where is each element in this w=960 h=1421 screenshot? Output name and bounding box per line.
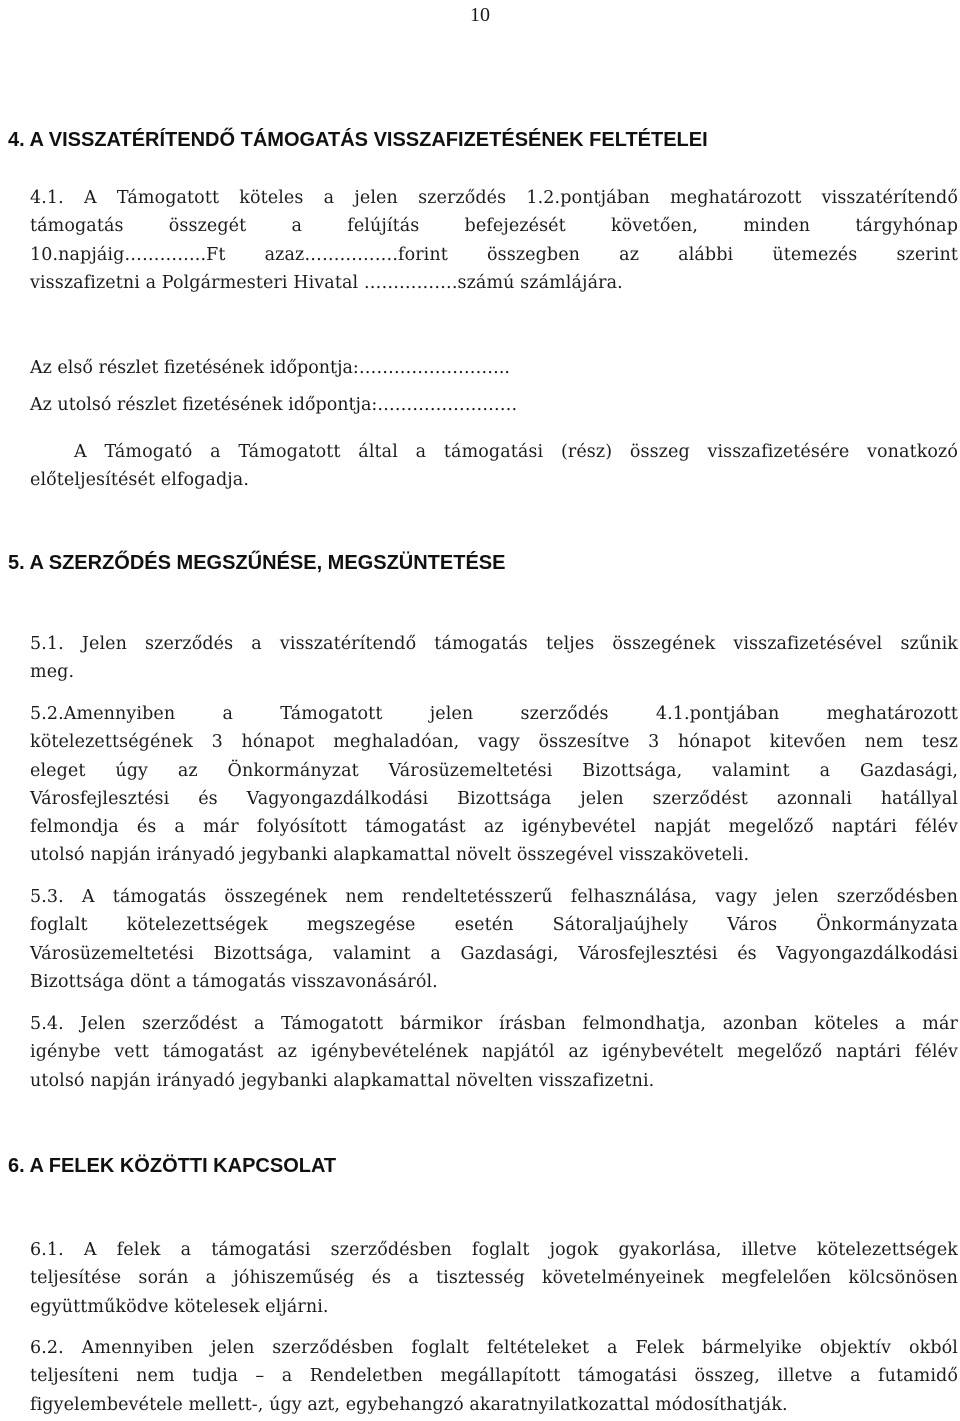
paragraph-line: Városfejlesztési és Vagyongazdálkodási Bizottsága jelen szerződést azonnali hatállyal	[30, 788, 958, 809]
paragraph-5-4	[30, 1010, 958, 1095]
paragraph-5-1	[30, 630, 958, 687]
paragraph-line: igénybe vett támogatást az igénybevételének napjától az igénybevételt megelőző naptári félév	[30, 1042, 958, 1063]
paragraph-line: visszafizetni a Polgármesteri Hivatal …………….számú számlájára.	[30, 272, 623, 293]
paragraph-line: 5.3. A támogatás összegének nem rendeltetésszerű felhasználása, vagy jelen szerződésben	[30, 887, 958, 907]
paragraph-line: utolsó napján irányadó jegybanki alapkamattal növelten visszafizetni.	[30, 1070, 655, 1091]
paragraph-line: együttműködve kötelesek eljárni.	[30, 1296, 329, 1317]
section-6-heading: 6. A FELEK KÖZÖTTI KAPCSOLAT	[8, 1155, 337, 1177]
section-4-heading: 4. A VISSZATÉRÍTENDŐ TÁMOGATÁS VISSZAFIZETÉSÉNEK FELTÉTELEI	[8, 129, 708, 151]
paragraph-line: foglalt kötelezettségek megszegése esetén Sátoraljaújhely Város Önkormányzata	[30, 915, 958, 936]
paragraph-line: 10.napjáig…………..Ft azaz…………….forint összegben az alábbi ütemezés szerint	[30, 244, 958, 265]
paragraph-5-2	[30, 700, 958, 870]
paragraph-line: 4.1. A Támogatott köteles a jelen szerződés 1.2.pontjában meghatározott visszatérítendő	[30, 188, 958, 208]
paragraph-prepayment	[30, 438, 958, 495]
paragraph-line: teljesíteni nem tudja – a Rendeletben megállapított támogatási összeg, illetve a futamidő	[30, 1366, 958, 1387]
paragraph-line: Bizottsága dönt a támogatás visszavonásáról.	[30, 971, 438, 992]
paragraph-line: 5.4. Jelen szerződést a Támogatott bármikor írásban felmondhatja, azonban köteles a már	[30, 1014, 958, 1034]
first-installment-line: Az első részlet fizetésének időpontja:……………………..	[30, 358, 510, 378]
paragraph-6-2	[30, 1334, 958, 1419]
paragraph-line: meg.	[30, 662, 75, 683]
paragraph-line: figyelembevétele mellett-, úgy azt, egybehangzó akaratnyilatkozattal módosíthatják.	[30, 1394, 788, 1415]
paragraph-line: A Támogató a Támogatott által a támogatási (rész) összeg visszafizetésére vonatkozó	[74, 442, 958, 462]
paragraph-line: kötelezettségének 3 hónapot meghaladóan, vagy összesítve 3 hónapot kitevően nem tesz	[30, 732, 958, 753]
paragraph-line: támogatás összegét a felújítás befejezését követően, minden tárgyhónap	[30, 216, 958, 237]
paragraph-4-1	[30, 184, 958, 297]
paragraph-line: teljesítése során a jóhiszeműség és a tisztesség követelményeinek megfelelően kölcsönösen	[30, 1268, 958, 1289]
paragraph-line: felmondja és a már folyósított támogatást az igénybevétel napját megelőző naptári félév	[30, 817, 958, 838]
paragraph-line: utolsó napján irányadó jegybanki alapkamattal növelt összegével visszaköveteli.	[30, 845, 750, 866]
page-number: 10	[470, 4, 490, 26]
paragraph-5-3	[30, 883, 958, 996]
paragraph-line: 6.1. A felek a támogatási szerződésben foglalt jogok gyakorlása, illetve kötelezettségek	[30, 1240, 958, 1260]
paragraph-line: 6.2. Amennyiben jelen szerződésben foglalt feltételeket a Felek bármelyike objektív okból	[30, 1338, 958, 1358]
paragraph-line: előteljesítését elfogadja.	[30, 470, 249, 491]
paragraph-line: 5.1. Jelen szerződés a visszatérítendő támogatás teljes összegének visszafizetésével szűnik	[30, 634, 958, 654]
paragraph-line: Városüzemeltetési Bizottsága, valamint a Gazdasági, Városfejlesztési és Vagyongazdálkodási	[30, 943, 958, 964]
paragraph-6-1	[30, 1236, 958, 1321]
paragraph-line: 5.2.Amennyiben a Támogatott jelen szerződés 4.1.pontjában meghatározott	[30, 704, 958, 724]
section-5-heading: 5. A SZERZŐDÉS MEGSZŰNÉSE, MEGSZÜNTETÉSE	[8, 552, 506, 574]
last-installment-line: Az utolsó részlet fizetésének időpontja:……………………	[30, 395, 518, 415]
paragraph-line: eleget úgy az Önkormányzat Városüzemeltetési Bizottsága, valamint a Gazdasági,	[30, 760, 958, 781]
